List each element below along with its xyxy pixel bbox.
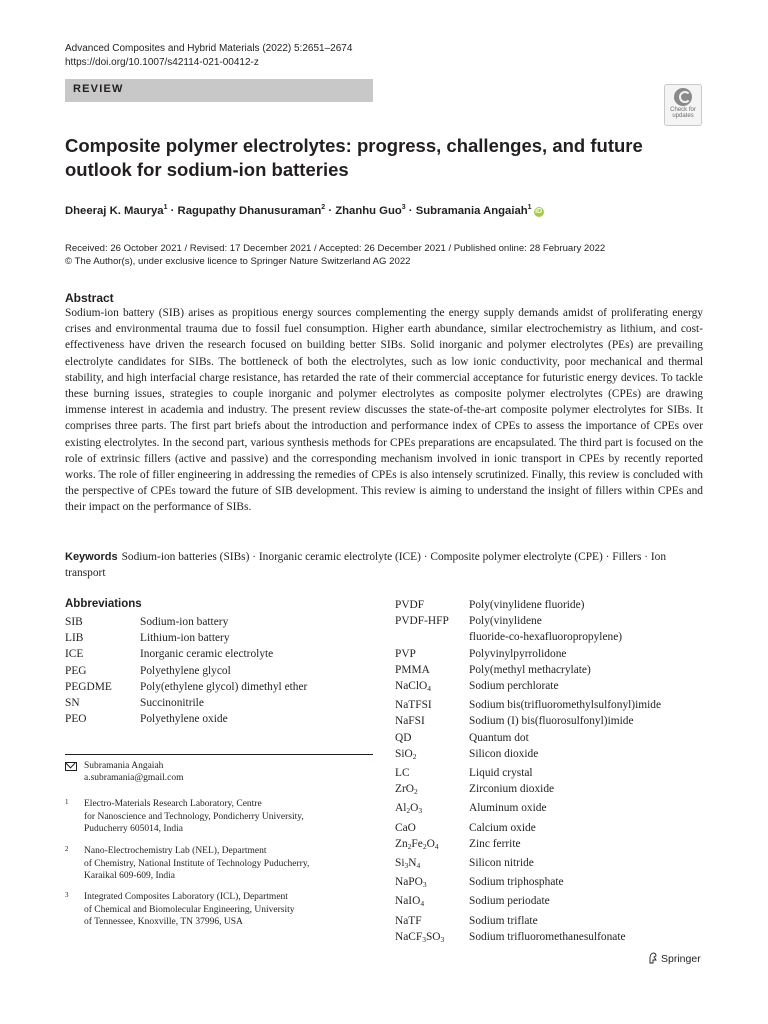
keywords-text: Sodium-ion batteries (SIBs) · Inorganic ceramic electrolyte (ICE) · Composite polymer electrolyte (CPE) · Fillers · Ion transport xyxy=(65,551,667,580)
section-banner xyxy=(65,79,373,102)
abbreviation-definition: Inorganic ceramic electrolyte xyxy=(140,648,274,661)
abbreviation-row xyxy=(395,781,709,800)
author-name[interactable]: Zhanhu Guo xyxy=(335,204,402,217)
author-name[interactable]: Dheeraj K. Maurya xyxy=(65,204,164,217)
author-affiliation-mark: 1 xyxy=(163,204,168,211)
abbreviation-term: $Si_3N_4$ xyxy=(395,857,421,871)
affiliation-number: 2 xyxy=(65,845,69,853)
author-name[interactable]: Ragupathy Dhanusuraman xyxy=(177,204,322,217)
abbreviation-row xyxy=(65,663,307,679)
corresponding-author-name: Subramania Angaiah xyxy=(84,761,164,771)
author-affiliation-mark: 2 xyxy=(321,204,326,211)
affiliation-number: 1 xyxy=(65,798,69,806)
springer-horse-icon xyxy=(648,952,658,964)
abbreviations-right-list xyxy=(395,597,709,948)
abbreviation-definition: Sodium (I) bis(fluorosulfonyl)imide xyxy=(469,715,634,728)
abbreviation-definition: Calcium oxide xyxy=(469,821,536,834)
abbreviation-row xyxy=(395,597,709,613)
abbreviation-definition: Sodium periodate xyxy=(469,895,550,908)
abbreviation-row xyxy=(395,629,709,645)
abbreviation-definition: Zirconium dioxide xyxy=(469,783,555,796)
author-affiliation-mark: 3 xyxy=(401,204,406,211)
author-separator: · xyxy=(167,204,178,217)
abbreviation-term: LC xyxy=(395,767,410,780)
abbreviation-definition: Zinc ferrite xyxy=(469,837,521,850)
abstract-text: Sodium-ion battery (SIB) arises as propitious energy sources complementing the energy supply demands amidst of proliferating energy crises and environmental trauma due to fossil fuel consumption. Higher earth abundance, similar electrochemistry as lithium, and cost-effectiveness have driven the research focused on building better SIBs. Solid inorganic and polymer electrolytes (PEs) are prevailing electrolyte candidates for SIBs. The bottleneck of both the electrolytes, such as low ionic conductivity, poor mechanical and thermal stability, and high interfacial charge resistance, has retarded the rate of their commercial acceptance for futuristic energy devices. To tackle these burning issues, strategies to couple inorganic and polymer electrolytes as composite polymer electrolytes (CPEs) are drawing immense interest in academia and industry. The present review discusses the state-of-the-art composite polymer electrolytes for SIBs. It comprises three parts. The first part briefs about the introduction and performance index of CPEs to assess the importance of CPEs over existing electrolytes. In the second part, various synthesis methods for CPEs preparations are encapsulated. The third part is focused on the role of extrinsic fillers (active and passive) and the corresponding mechanism involved in ionic transport in CPEs by recently reported works. The role of filler engineering in addressing the remedies of CPEs is also intensely scrutinized. Finally, this review is concluded with the perspective of CPEs toward the future of SIB development. This review is aiming to understand the insight of fillers within CPEs and their impact on the performance of SIBs. xyxy=(65,307,703,514)
abbreviation-row xyxy=(395,855,709,874)
orcid-icon[interactable]: iD xyxy=(535,207,543,215)
abbreviation-definition: Polyethylene oxide xyxy=(140,713,228,726)
abbreviation-term: SiO$_2$ xyxy=(395,747,417,761)
abbreviation-row xyxy=(395,874,709,893)
abbreviation-definition: Sodium trifluoromethanesulfonate xyxy=(469,930,626,943)
abbreviation-row xyxy=(395,893,709,912)
abbreviation-row xyxy=(395,697,709,713)
abbreviation-row xyxy=(395,820,709,836)
footnote-divider xyxy=(65,754,373,755)
affiliation-text: Nano-Electrochemistry Lab (NEL), Department of Chemistry, National Institute of Technology Puducherry, Karaikal 609-609, India xyxy=(84,846,310,882)
abbreviation-definition: Silicon dioxide xyxy=(469,747,539,760)
abbreviation-row xyxy=(395,836,709,855)
author-name[interactable]: Subramania Angaiah xyxy=(415,204,528,217)
abbreviation-definition: Poly(methyl methacrylate) xyxy=(469,663,591,676)
abbreviation-term xyxy=(395,629,469,645)
abbreviation-definition: Sodium perchlorate xyxy=(469,680,559,693)
abbreviation-term: PEO xyxy=(65,713,87,726)
abbreviation-term: PVDF xyxy=(395,599,425,611)
abbreviation-row xyxy=(65,646,307,662)
copyright-notice: © The Author(s), under exclusive licence to Springer Nature Switzerland AG 2022 xyxy=(65,256,411,267)
affiliation-text: Integrated Composites Laboratory (ICL), Department of Chemical and Biomolecular Engineering, University of Tennessee, Knoxville, TN 37996, USA xyxy=(84,892,295,928)
abbreviation-term: $Zn_2Fe_2O_4$ xyxy=(395,837,439,851)
abbreviation-term: NaTF xyxy=(395,914,422,927)
author-separator: · xyxy=(405,204,416,217)
abbreviation-definition: Quantum dot xyxy=(469,731,529,744)
abbreviation-definition: Sodium-ion battery xyxy=(140,616,229,628)
abbreviation-term: ICE xyxy=(65,648,84,661)
abbreviation-term: LIB xyxy=(65,632,84,645)
abbreviation-row xyxy=(395,929,709,948)
doi-link[interactable]: https://doi.org/10.1007/s42114-021-00412-z xyxy=(65,57,259,68)
abbreviation-term: $Al_2O_3$ xyxy=(395,802,423,816)
abbreviation-row xyxy=(65,695,307,711)
abbreviation-term: ZrO$_2$ xyxy=(395,783,418,797)
abbreviation-definition: Aluminum oxide xyxy=(469,802,547,815)
affiliation-text: Electro-Materials Research Laboratory, Centre for Nanoscience and Technology, Pondicherry University, Puducherry 605014, India xyxy=(84,799,304,835)
abbreviation-row xyxy=(395,765,709,781)
article-dates xyxy=(65,242,605,256)
abbreviation-term: NaPO$_3$ xyxy=(395,876,427,890)
abbreviation-definition: Succinonitrile xyxy=(140,697,204,710)
abbreviation-row xyxy=(65,630,307,646)
corresponding-author-email[interactable]: a.subramania@gmail.com xyxy=(84,773,184,783)
abbreviation-row xyxy=(395,613,709,629)
author-list xyxy=(65,204,544,217)
section-label: REVIEW xyxy=(73,83,124,95)
abbreviations-heading: Abbreviations xyxy=(65,598,142,610)
article-title: Composite polymer electrolytes: progress, challenges, and future outlook for sodium-ion batteries xyxy=(65,135,643,180)
author-affiliation-mark: 1 xyxy=(527,204,532,211)
publisher-logo xyxy=(648,952,701,965)
abbreviation-row xyxy=(395,678,709,697)
check-updates-label: Check for updates xyxy=(670,107,696,119)
abbreviation-term: PEG xyxy=(65,664,87,677)
envelope-icon xyxy=(65,762,77,771)
abbreviation-term: NaIO$_4$ xyxy=(395,895,425,909)
abbreviation-term: PVDF-HFP xyxy=(395,615,449,628)
abbreviation-term: PMMA xyxy=(395,663,430,676)
affiliation-number: 3 xyxy=(65,891,69,899)
abbreviations-left-list xyxy=(65,614,307,727)
abbreviation-definition: Lithium-ion battery xyxy=(140,632,230,645)
check-for-updates-button[interactable] xyxy=(664,84,702,126)
abbreviation-row xyxy=(395,746,709,765)
abbreviation-definition: Poly(vinylidene xyxy=(469,615,542,628)
abbreviation-term: QD xyxy=(395,731,412,744)
abstract-heading: Abstract xyxy=(65,291,114,305)
abbreviation-row xyxy=(395,662,709,678)
abbreviation-term: NaTFSI xyxy=(395,699,432,712)
abbreviation-definition: Liquid crystal xyxy=(469,767,533,780)
abbreviation-term: PVP xyxy=(395,647,416,660)
abbreviation-term: $NaCF_3SO_3$ xyxy=(395,930,445,944)
abbreviation-row xyxy=(395,800,709,819)
abbreviation-row xyxy=(395,913,709,929)
keywords xyxy=(65,549,703,581)
abbreviation-term: PEGDME xyxy=(65,680,112,693)
abbreviation-row xyxy=(395,730,709,746)
author-separator: · xyxy=(325,204,336,217)
journal-citation: Advanced Composites and Hybrid Materials (2022) 5:2651–2674 xyxy=(65,43,353,54)
abbreviation-row xyxy=(65,614,307,630)
abbreviation-row xyxy=(65,711,307,727)
abbreviation-term: SN xyxy=(65,697,80,710)
abbreviation-term: NaClO$_4$ xyxy=(395,680,432,694)
published-date: / Published online: 28 February 2022 xyxy=(445,243,606,254)
abbreviation-row xyxy=(65,679,307,695)
check-updates-icon xyxy=(674,88,692,106)
abbreviation-definition: fluoride-co-hexafluoropropylene) xyxy=(469,631,623,644)
keywords-label: Keywords xyxy=(65,551,118,563)
abbreviation-definition: Polyvinylpyrrolidone xyxy=(469,647,567,660)
abbreviation-term: NaFSI xyxy=(395,715,425,728)
abbreviation-definition: Poly(ethylene glycol) dimethyl ether xyxy=(140,680,308,693)
abbreviation-definition: Silicon nitride xyxy=(469,857,534,870)
abbreviation-row xyxy=(395,713,709,729)
abbreviation-definition: Polyethylene glycol xyxy=(140,664,231,677)
abbreviation-row xyxy=(395,646,709,662)
abbreviation-definition: Poly(vinylidene fluoride) xyxy=(469,599,585,611)
abbreviation-definition: Sodium bis(trifluoromethylsulfonyl)imide xyxy=(469,699,662,712)
abbreviation-definition: Sodium triflate xyxy=(469,914,538,927)
history-dates: Received: 26 October 2021 / Revised: 17 December 2021 / Accepted: 26 December 2021 xyxy=(65,243,446,254)
abbreviation-definition: Sodium triphosphate xyxy=(469,876,564,889)
abbreviation-term: CaO xyxy=(395,821,416,834)
publisher-name: Springer xyxy=(661,953,701,965)
abbreviation-term: SIB xyxy=(65,616,83,628)
